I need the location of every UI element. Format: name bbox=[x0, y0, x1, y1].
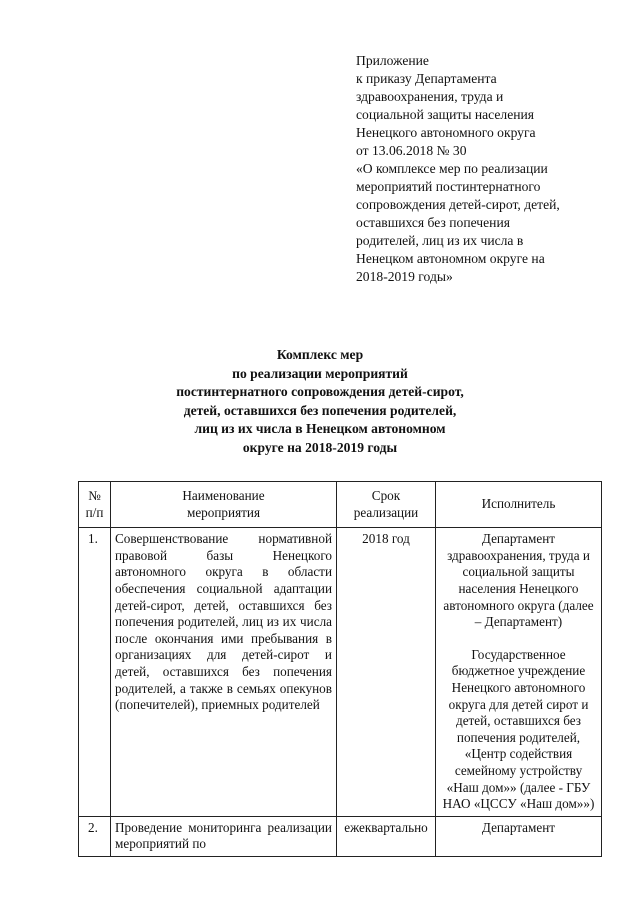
title-line: по реализации мероприятий bbox=[232, 365, 408, 381]
table-row bbox=[79, 528, 602, 817]
row-term: 2018 год bbox=[337, 528, 436, 817]
table-row bbox=[79, 816, 602, 856]
appendix-line: мероприятий постинтернатного bbox=[356, 179, 541, 194]
appendix-line: 2018-2019 годы» bbox=[356, 269, 453, 284]
header-num: № п/п bbox=[79, 482, 111, 528]
title-line: постинтернатного сопровождения детей-сирот, bbox=[176, 384, 464, 399]
row-name: Проведение мониторинга реализации мероприятий по bbox=[111, 816, 337, 856]
header-name: Наименование мероприятия bbox=[111, 482, 337, 528]
title-line: Комплекс мер bbox=[276, 347, 364, 362]
appendix-line: социальной защиты населения bbox=[356, 107, 535, 122]
appendix-line: сопровождения детей-сирот, детей, bbox=[356, 197, 560, 212]
table-header-row bbox=[79, 482, 602, 528]
appendix-line: от 13.06.2018 № 30 bbox=[356, 143, 467, 158]
appendix-line: родителей, лиц из их числа в bbox=[356, 233, 524, 248]
appendix-line: здравоохранения, труда и bbox=[356, 89, 504, 104]
executor-spacer bbox=[440, 631, 597, 647]
appendix-line: оставшихся без попечения bbox=[356, 215, 510, 230]
header-executor: Исполнитель bbox=[436, 482, 602, 528]
executor-primary: Департамент здравоохранения, труда и социальной защиты населения Ненецкого автономного округа (далее – Департамент) bbox=[443, 531, 594, 630]
appendix-block bbox=[356, 52, 606, 286]
appendix-line: «О комплексе мер по реализации bbox=[356, 161, 548, 176]
appendix-line: Ненецком автономном округе на bbox=[356, 251, 545, 266]
row-executor: Департамент bbox=[436, 816, 602, 856]
appendix-line: Ненецкого автономного округа bbox=[356, 125, 536, 140]
appendix-line: Приложение bbox=[356, 53, 429, 68]
title-line: детей, оставшихся без попечения родителей, bbox=[183, 402, 457, 418]
header-term: Срок реализации bbox=[337, 482, 436, 528]
executor-secondary: Государственное бюджетное учреждение Ненецкого автономного округа для детей сирот и детей, оставшихся без попечения родителей, «Центр содействия семейному устройству «Наш дом»» (далее - ГБУ НАО «ЦССУ «Наш дом»») bbox=[442, 646, 595, 812]
document-title bbox=[140, 346, 500, 457]
appendix-line: к приказу Департамента bbox=[356, 71, 497, 86]
row-name: Совершенствование нормативной правовой базы Ненецкого автономного округа в области обеспечения социальной адаптации детей-сирот, детей, оставшихся без попечения родителей, лиц из их числа после окончания ими пребывания в организациях для детей-сирот и детей, оставшихся без попечения родителей, а также в семьях опекунов (попечителей), приемных родителей bbox=[111, 528, 337, 817]
row-num: 2. bbox=[79, 816, 111, 856]
measures-table bbox=[78, 481, 602, 857]
row-term: ежеквартально bbox=[337, 816, 436, 856]
title-line: округе на 2018-2019 годы bbox=[242, 439, 398, 455]
row-executor bbox=[436, 528, 602, 817]
row-num: 1. bbox=[79, 528, 111, 817]
title-line: лиц из их числа в Ненецком автономном bbox=[194, 421, 446, 436]
